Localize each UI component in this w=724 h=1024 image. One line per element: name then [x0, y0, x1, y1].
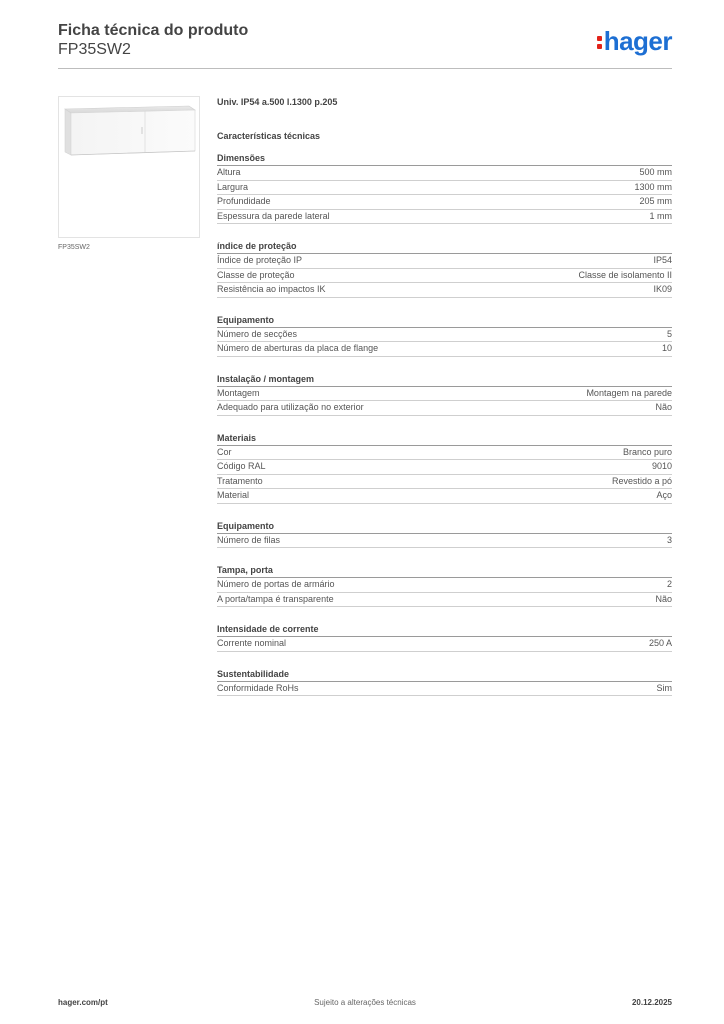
- spec-value: IK09: [653, 284, 672, 294]
- spec-row: [217, 489, 672, 504]
- spec-value: 10: [661, 343, 672, 353]
- spec-row: [217, 254, 672, 269]
- spec-label: Número de secções: [217, 328, 298, 339]
- spec-label: Corrente nominal: [217, 638, 287, 648]
- spec-value: Classe de isolamento II: [578, 269, 672, 280]
- product-image: [58, 96, 200, 238]
- spec-row: [217, 475, 672, 490]
- logo-text: hager: [603, 26, 672, 56]
- spec-row: [217, 342, 672, 357]
- spec-row: [217, 637, 672, 652]
- spec-group-title: Equipamento: [217, 314, 672, 328]
- spec-row: [217, 210, 672, 225]
- logo-mark-icon: [597, 34, 603, 50]
- spec-label: Conformidade RoHs: [217, 682, 299, 693]
- spec-row: [217, 401, 672, 416]
- spec-value: 9010: [651, 461, 672, 471]
- spec-group: [217, 152, 672, 224]
- spec-group-title: índice de proteção: [217, 240, 672, 254]
- spec-value: 1 mm: [649, 210, 672, 221]
- spec-value: 205 mm: [639, 196, 672, 206]
- document-title: Ficha técnica do produto: [58, 22, 249, 39]
- spec-group-title: Tampa, porta: [217, 564, 672, 578]
- spec-value: Montagem na parede: [586, 387, 672, 398]
- spec-label: Tratamento: [217, 475, 263, 486]
- spec-group-title: Materiais: [217, 432, 672, 446]
- spec-value: 1300 mm: [634, 181, 672, 192]
- spec-row: [217, 269, 672, 284]
- spec-label: Resistência ao impactos IK: [217, 284, 326, 294]
- spec-group-title: Instalação / montagem: [217, 373, 672, 387]
- page-header: [58, 22, 672, 59]
- specs-heading: Características técnicas: [217, 131, 321, 141]
- product-code: FP35SW2: [58, 41, 131, 58]
- spec-label: Profundidade: [217, 196, 271, 206]
- spec-row: [217, 387, 672, 402]
- spec-row: [217, 534, 672, 549]
- specs-section: [217, 96, 672, 696]
- cabinet-illustration-icon: [59, 97, 199, 237]
- spec-value: 2: [666, 579, 672, 589]
- footer-website: hager.com/pt: [58, 998, 108, 1007]
- header-divider: [58, 68, 672, 69]
- spec-groups: [217, 152, 672, 696]
- spec-value: 3: [666, 534, 672, 545]
- spec-value: IP54: [653, 255, 672, 265]
- spec-group: [217, 314, 672, 357]
- spec-group-title: Equipamento: [217, 520, 672, 534]
- spec-group: [217, 432, 672, 504]
- spec-label: Espessura da parede lateral: [217, 210, 330, 221]
- spec-group: [217, 564, 672, 607]
- spec-group-title: Intensidade de corrente: [217, 623, 672, 637]
- spec-group: [217, 668, 672, 697]
- spec-group-title: Sustentabilidade: [217, 668, 672, 682]
- spec-value: 500 mm: [639, 167, 672, 177]
- spec-label: Largura: [217, 181, 249, 192]
- spec-group: [217, 240, 672, 298]
- spec-label: Número de filas: [217, 534, 281, 545]
- spec-label: A porta/tampa é transparente: [217, 593, 334, 604]
- spec-value: Revestido a pó: [611, 475, 672, 486]
- spec-row: [217, 578, 672, 593]
- spec-row: [217, 460, 672, 475]
- spec-value: 5: [666, 328, 672, 339]
- spec-value: Não: [655, 402, 672, 412]
- spec-label: Classe de proteção: [217, 269, 295, 280]
- spec-row: [217, 593, 672, 608]
- spec-group: [217, 373, 672, 416]
- spec-row: [217, 328, 672, 343]
- spec-label: Altura: [217, 167, 241, 177]
- spec-label: Número de aberturas da placa de flange: [217, 343, 379, 353]
- spec-label: Montagem: [217, 387, 260, 398]
- spec-label: Cor: [217, 446, 232, 457]
- spec-row: [217, 446, 672, 461]
- spec-value: Sim: [656, 682, 672, 693]
- spec-label: Índice de proteção IP: [217, 255, 303, 265]
- spec-value: Não: [655, 593, 672, 604]
- spec-value: Branco puro: [622, 446, 672, 457]
- spec-row: [217, 166, 672, 181]
- spec-row: [217, 195, 672, 210]
- image-caption: FP35SW2: [58, 244, 90, 251]
- spec-label: Material: [217, 490, 250, 500]
- spec-value: 250 A: [648, 638, 672, 648]
- spec-value: Aço: [656, 490, 672, 500]
- spec-group: [217, 520, 672, 549]
- spec-group-title: Dimensões: [217, 152, 672, 166]
- footer-date: 20.12.2025: [631, 998, 672, 1007]
- spec-label: Código RAL: [217, 461, 266, 471]
- footer-notice: Sujeito a alterações técnicas: [314, 998, 416, 1007]
- spec-label: Número de portas de armário: [217, 579, 335, 589]
- spec-group: [217, 623, 672, 652]
- spec-row: [217, 682, 672, 697]
- spec-row: [217, 181, 672, 196]
- product-name: Univ. IP54 a.500 l.1300 p.205: [217, 97, 338, 107]
- spec-row: [217, 283, 672, 298]
- spec-label: Adequado para utilização no exterior: [217, 402, 364, 412]
- hager-logo: [597, 26, 672, 57]
